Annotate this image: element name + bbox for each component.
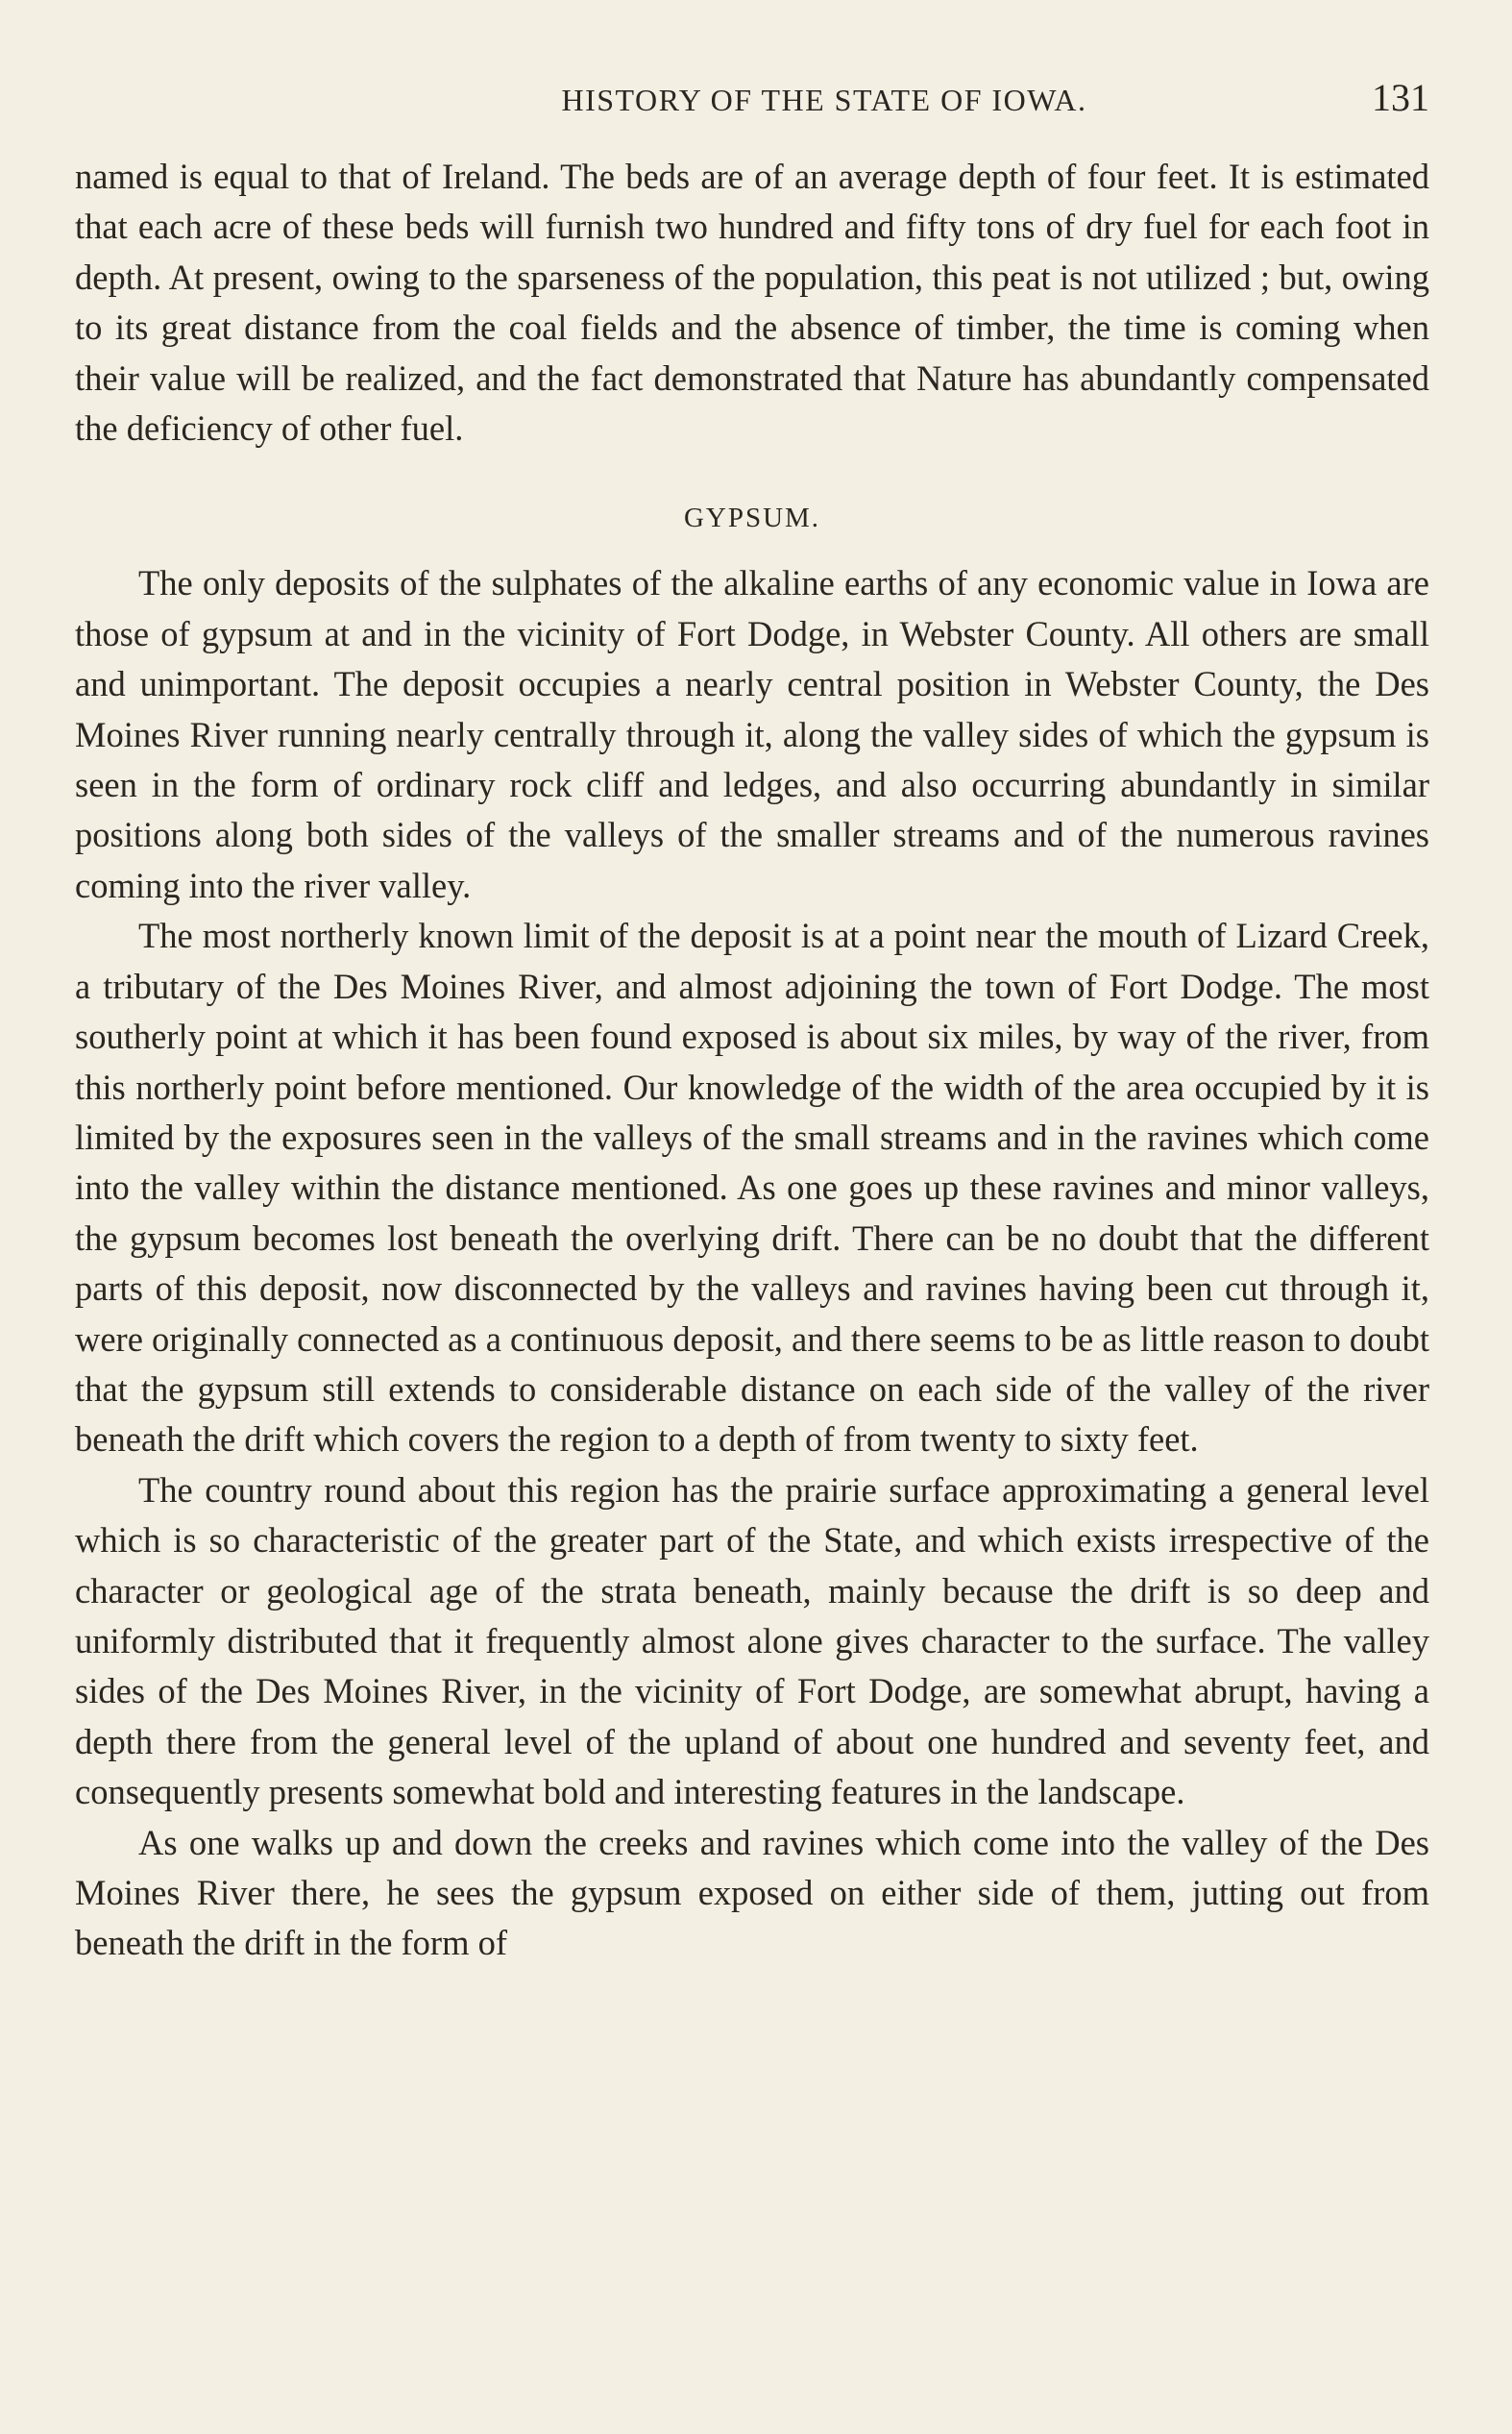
paragraph-gypsum-deposits: The only deposits of the sulphates of the alkaline earths of any economic value in Iowa are those of gypsum at and in the vicinity of Fort Dodge, in Webster County. All others are small and unimportant. The deposit occupies a nearly central position in Webster County, the Des Moines River running nearly centrally through it, along the valley sides of which the gypsum is seen in the form of ordinary rock cliff and ledges, and also occurring abundantly in similar positions along both sides of the valleys of the smaller streams and of the numerous ravines coming into the river valley. [75,563,1429,905]
running-head [75,75,1429,125]
paragraph-country-surface: The country round about this region has the prairie surface approximating a general level which is so characteristic of the greater part of the State, and which exists irrespective of the character or geological age of the strata beneath, mainly because the drift is so deep and uniformly distributed that it frequently almost alone gives character to the surface. The valley sides of the Des Moines River, in the vicinity of Fort Dodge, are somewhat abrupt, having a depth there from the general level of the upland of about one hundred and seventy feet, and consequently presents somewhat bold and interesting features in the landscape. [75,1469,1429,1812]
page-number: 131 [1372,76,1429,119]
paragraph-peat-continued: named is equal to that of Ireland. The beds are of an average depth of four feet. It is estimated that each acre of these beds will furnish two hundred and fifty tons of dry fuel for each foot in depth. At present, owing to the sparseness of the population, this peat is not utilized ; but, owing to its great distance from the coal fields and the absence of timber, the time is coming when their value will be realized, and the fact demonstrated that Nature has abundantly compensated the deficiency of other fuel. [75,157,1429,449]
body-text [75,152,1429,1969]
paragraph-creeks-ravines: As one walks up and down the creeks and ravines which come into the valley of the Des Moines River there, he sees the gypsum exposed on either side of them, jutting out from beneath the drift in the form of [75,1822,1429,1963]
section-heading-gypsum: GYPSUM. [683,503,821,534]
running-title: HISTORY OF THE STATE OF IOWA. [561,83,1087,117]
paragraph-northerly-limit: The most northerly known limit of the deposit is at a point near the mouth of Lizard Creek, a tributary of the Des Moines River, and almost adjoining the town of Fort Dodge. The most southerly point at which it has been found exposed is about six miles, by way of the river, from this northerly point before mentioned. Our knowledge of the width of the area occupied by it is limited by the exposures seen in the valleys of the small streams and in the ravines which come into the valley within the distance mentioned. As one goes up these ravines and minor valleys, the gypsum becomes lost beneath the overlying drift. There can be no doubt that the different parts of this deposit, now disconnected by the valleys and ravines having been cut through it, were originally connected as a continuous deposit, and there seems to be as little reason to doubt that the gypsum still extends to considerable distance on each side of the valley of the river beneath the drift which covers the region to a depth of from twenty to sixty feet. [75,916,1429,1460]
